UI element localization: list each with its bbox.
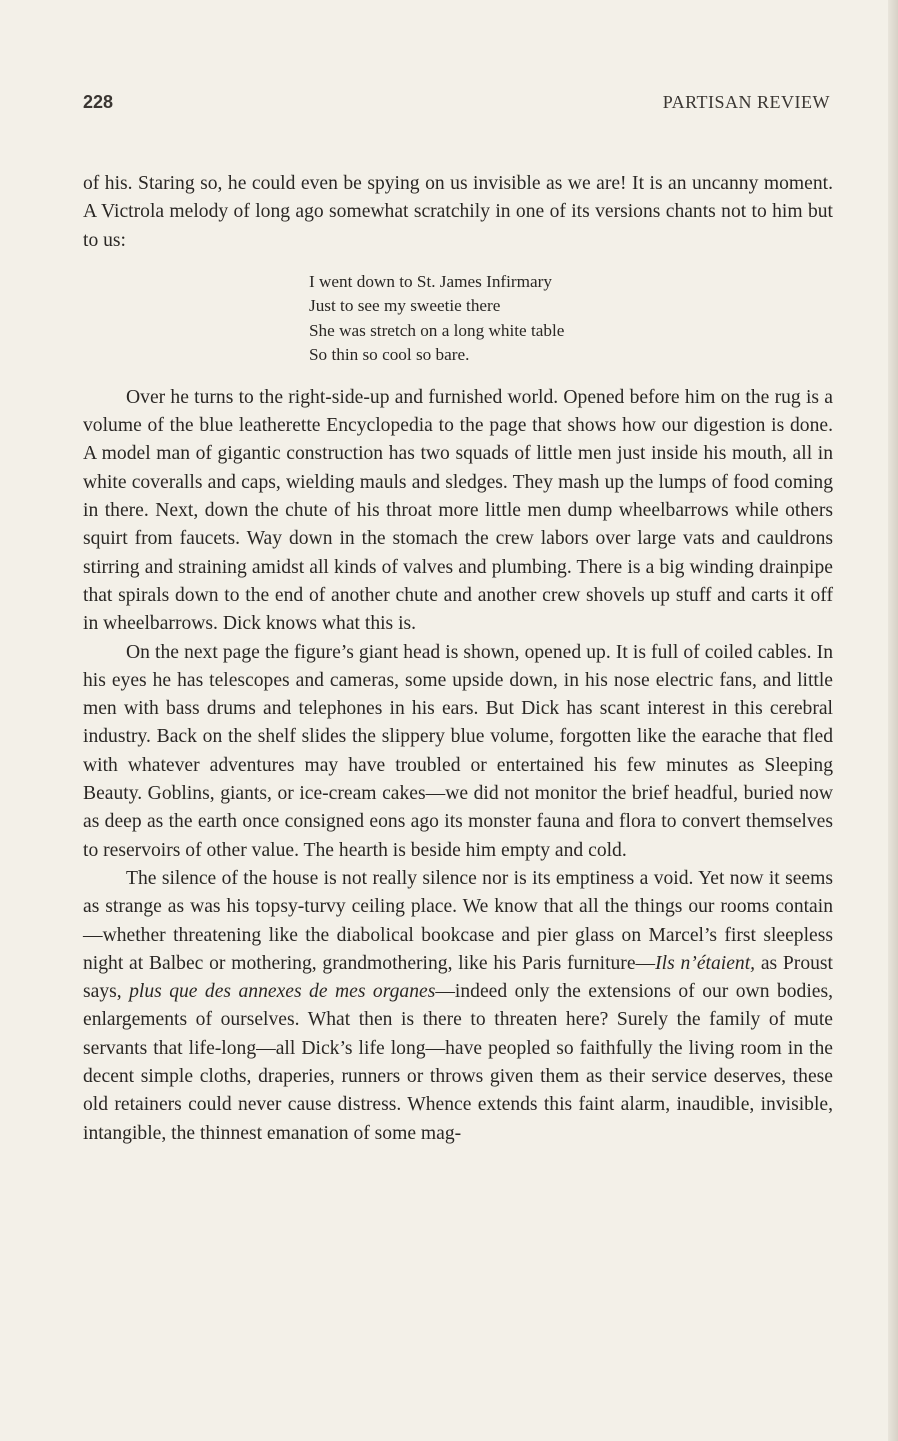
verse-line: So thin so cool so bare. [309,345,470,365]
verse-line: She was stretch on a long white table [309,320,565,340]
article-body [83,170,833,1148]
verse-line: I went down to St. James Infirmary [309,271,552,291]
paragraph-4-part-b: as Proust says, [83,952,833,1003]
french-quote-2: plus que des annexes de mes organes [129,981,436,1003]
song-verse [309,270,833,368]
page-header [83,92,830,120]
paragraph-1: of his. Staring so, he could even be spying on us invisible as we are! It is an uncanny moment. A Victrola melody of long ago somewhat scratchily in one of its versions chants not to him but to us: [83,173,833,251]
page-number: 228 [83,92,114,112]
paragraph-4 [83,865,833,1148]
running-head: PARTISAN REVIEW [662,92,830,112]
paragraph-4-part-a: The silence of the house is not really silence nor is its emptiness a void. Yet now it seems as strange as was his topsy-turvy ceiling place. We know that all the things our rooms contain—whether threatening like the diabolical bookcase and pier glass on Marcel’s first sleepless night at Balbec or mothering, grandmothering, like his Paris furniture— [83,867,833,974]
french-quote-1: Ils n’étaient, [655,952,756,974]
verse-line: Just to see my sweetie there [309,296,501,316]
paragraph-4-part-c: —indeed only the extensions of our own bodies, enlargements of ourselves. What then is there to threaten here? Surely the family of mute servants that life-long—all Dick’s life long—have peopled so faithfully the living room in the decent simple cloths, draperies, runners or throws given them as their service deserves, these old retainers could never cause distress. Whence extends this faint alarm, inaudible, invisible, intangible, the thinnest emanation of some mag- [83,981,833,1144]
paragraph-2: Over he turns to the right-side-up and furnished world. Opened before him on the rug is a volume of the blue leatherette Encyclopedia to the page that shows how our digestion is done. A model man of gigantic construction has two squads of little men just inside his mouth, all in white coveralls and caps, wielding mauls and sledges. They mash up the lumps of food coming in there. Next, down the chute of his throat more little men dump wheelbarrows while others squirt from faucets. Way down in the stomach the crew labors over large vats and cauldrons stirring and straining amidst all kinds of valves and plumbing. There is a big winding drainpipe that spirals down to the end of another chute and another crew shovels up stuff and carts it off in wheelbarrows. Dick knows what this is. [83,386,833,635]
page-edge-shadow [888,0,898,1441]
paragraph-3: On the next page the figure’s giant head is shown, opened up. It is full of coiled cables. In his eyes he has telescopes and cameras, some upside down, in his nose electric fans, and little men with bass drums and telephones in his ears. But Dick has scant interest in this cerebral industry. Back on the shelf slides the slippery blue volume, forgotten like the earache that fled with whatever adventures may have troubled or entertained his few minutes as Sleeping Beauty. Goblins, giants, or ice-cream cakes—we did not monitor the brief headful, buried now as deep as the earth once consigned eons ago its monster fauna and flora to convert themselves to reservoirs of other value. The hearth is beside him empty and cold. [83,641,833,861]
